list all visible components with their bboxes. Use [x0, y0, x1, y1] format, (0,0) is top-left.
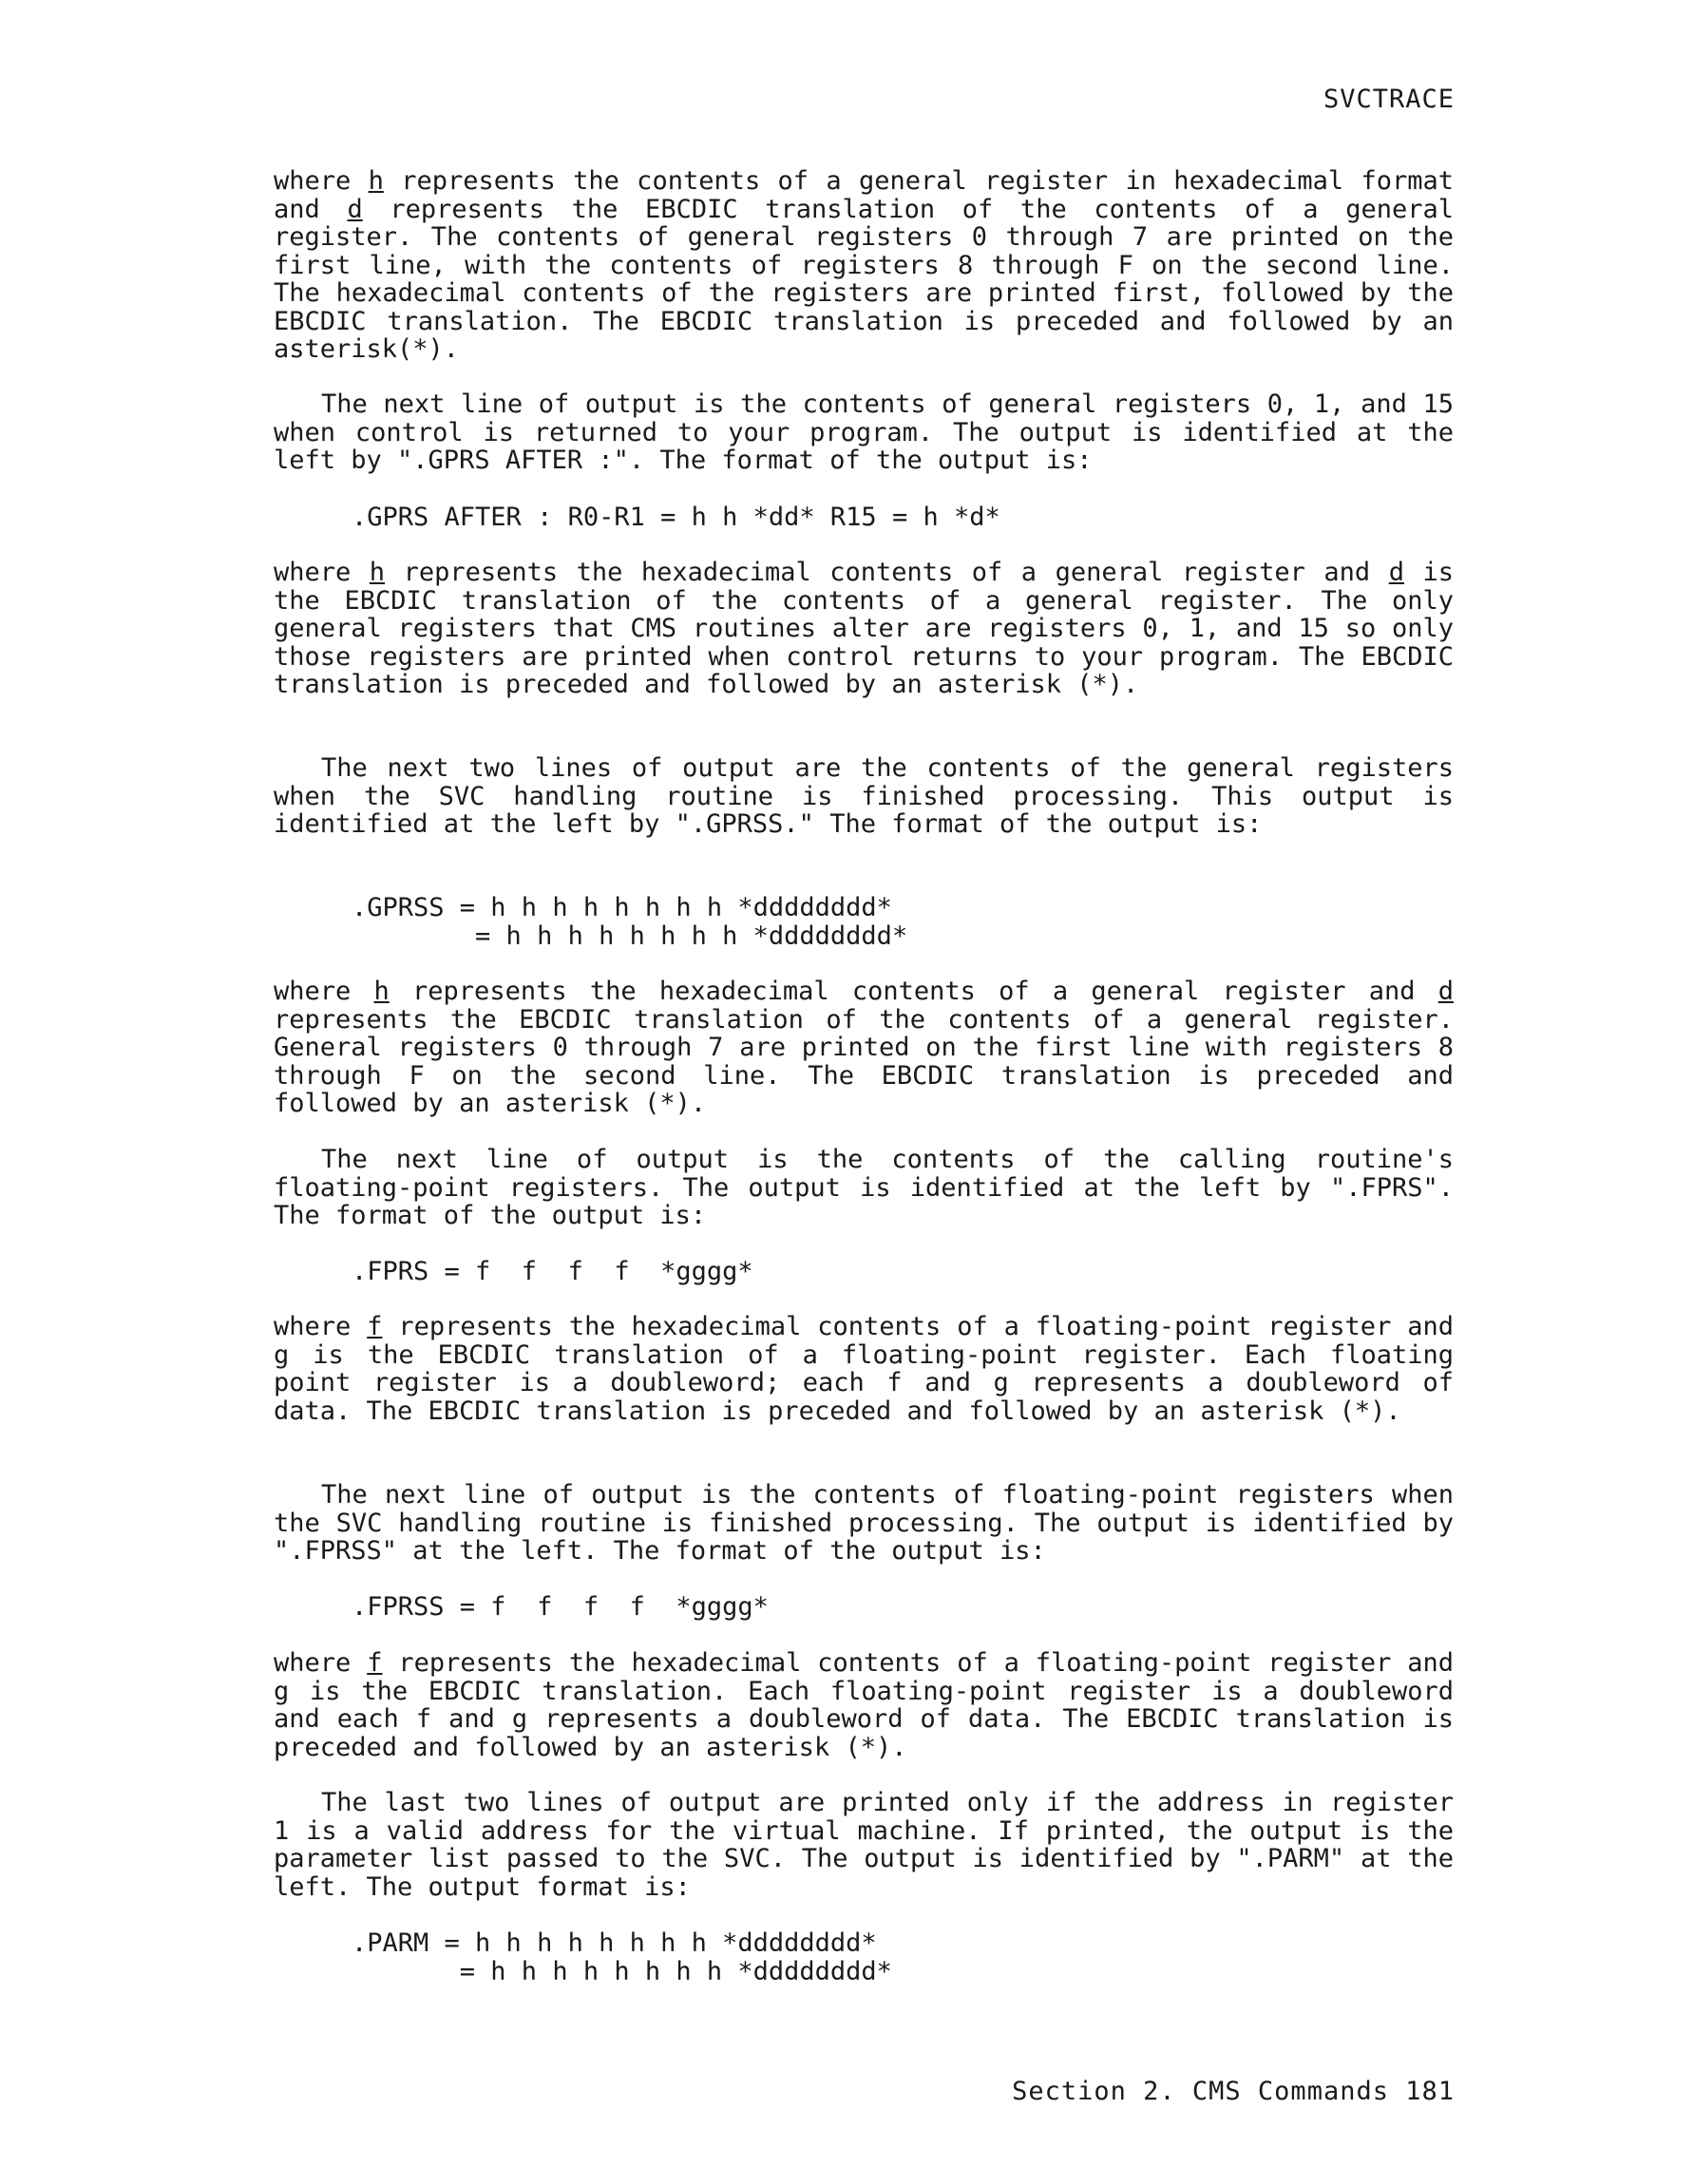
- text-run: where: [274, 1312, 368, 1341]
- code-parm-format-line-2: = h h h h h h h h *dddddddd*: [352, 1957, 892, 1986]
- code-fprss-format: .FPRSS = f f f f *gggg*: [352, 1592, 769, 1622]
- variable-h: h: [373, 977, 390, 1006]
- text-run: where: [274, 558, 370, 587]
- variable-d: d: [1388, 558, 1404, 587]
- paragraph-gprs-after-intro: The next line of output is the contents of general registers 0, 1, and 15 when control is returned to your program. The output is identified at the left by ".GPRS AFTER :". The format of the output is:: [274, 389, 1454, 475]
- text-run: where: [274, 1648, 368, 1678]
- variable-d: d: [347, 194, 363, 224]
- text-run: represents the hexadecimal contents of a general register and: [385, 558, 1389, 587]
- variable-h: h: [368, 166, 384, 196]
- variable-d: d: [1437, 977, 1454, 1006]
- code-gprss-format-line-2: = h h h h h h h h *dddddddd*: [352, 921, 908, 951]
- paragraph-fprss-intro: The next line of output is the contents of floating-point registers when the SVC handling routine is finished processing. The output is identified by ".FPRSS" at the left. The format of the output is:: [274, 1480, 1454, 1566]
- paragraph-gprs-description: [274, 167, 1454, 364]
- paragraph-parm-intro: The last two lines of output are printed only if the address in register 1 is a valid address for the virtual machine. If printed, the output is the parameter list passed to the SVC. The output is identified by ".PARM" at the left. The output format is:: [274, 1788, 1454, 1902]
- paragraph-gprss-description: [274, 978, 1454, 1118]
- variable-f: f: [367, 1312, 383, 1341]
- variable-h: h: [369, 558, 386, 587]
- text-run: represents the hexadecimal contents of a floating-point register and g is the EBCDIC translation of a floating-point register. Each floating point register is a doubleword; each f and g represents a doubleword of data. The EBCDIC translation is preceded and followed by an asterisk (*).: [274, 1312, 1454, 1426]
- code-fprs-format: .FPRS = f f f f *gggg*: [352, 1257, 753, 1286]
- paragraph-fprs-description: [274, 1313, 1454, 1425]
- paragraph-fprss-description: [274, 1649, 1454, 1761]
- text-run: represents the hexadecimal contents of a general register and: [389, 977, 1438, 1006]
- paragraph-gprs-after-description: [274, 559, 1454, 699]
- paragraph-gprss-intro: The next two lines of output are the contents of the general registers when the SVC handling routine is finished processing. This output is identified at the left by ".GPRSS." The format of the output is:: [274, 753, 1454, 839]
- text-run: represents the contents of a general register in hexadecimal format and: [274, 166, 1454, 224]
- text-run: where: [274, 977, 374, 1006]
- text-run: is the EBCDIC translation of the contents of a general register. The only general registers that CMS routines alter are registers 0, 1, and 15 so only those registers are printed when control returns to your program. The EBCDIC translation is preceded and followed by an asterisk (*).: [274, 558, 1454, 699]
- running-header: SVCTRACE: [1323, 85, 1455, 114]
- text-run: represents the EBCDIC translation of the contents of a general register. The contents of general registers 0 through 7 are printed on the first line, with the contents of registers 8 through F on the second line. The hexadecimal contents of the registers are printed first, followed by the EBCDIC translation. The EBCDIC translation is preceded and followed by an asterisk(*).: [274, 194, 1454, 364]
- code-gprs-after-format: .GPRS AFTER : R0-R1 = h h *dd* R15 = h *d*: [352, 503, 1000, 532]
- text-run: represents the EBCDIC translation of the contents of a general register. General registers 0 through 7 are printed on the first line with registers 8 through F on the second line. The EBCDIC translation is preceded and followed by an asterisk (*).: [274, 1004, 1454, 1118]
- code-gprss-format-line-1: .GPRSS = h h h h h h h h *dddddddd*: [352, 893, 892, 922]
- text-run: represents the hexadecimal contents of a floating-point register and g is the EBCDIC translation. Each floating-point register is a doubleword and each f and g represents a doubleword of data. The EBCDIC translation is preceded and followed by an asterisk (*).: [274, 1648, 1454, 1762]
- text-run: where: [274, 166, 369, 196]
- code-parm-format-line-1: .PARM = h h h h h h h h *dddddddd*: [352, 1928, 877, 1958]
- paragraph-fprs-intro: The next line of output is the contents of the calling routine's floating-point registers. The output is identified at the left by ".FPRS". The format of the output is:: [274, 1145, 1454, 1230]
- page-footer: Section 2. CMS Commands 181: [1012, 2077, 1455, 2106]
- variable-f: f: [367, 1648, 383, 1678]
